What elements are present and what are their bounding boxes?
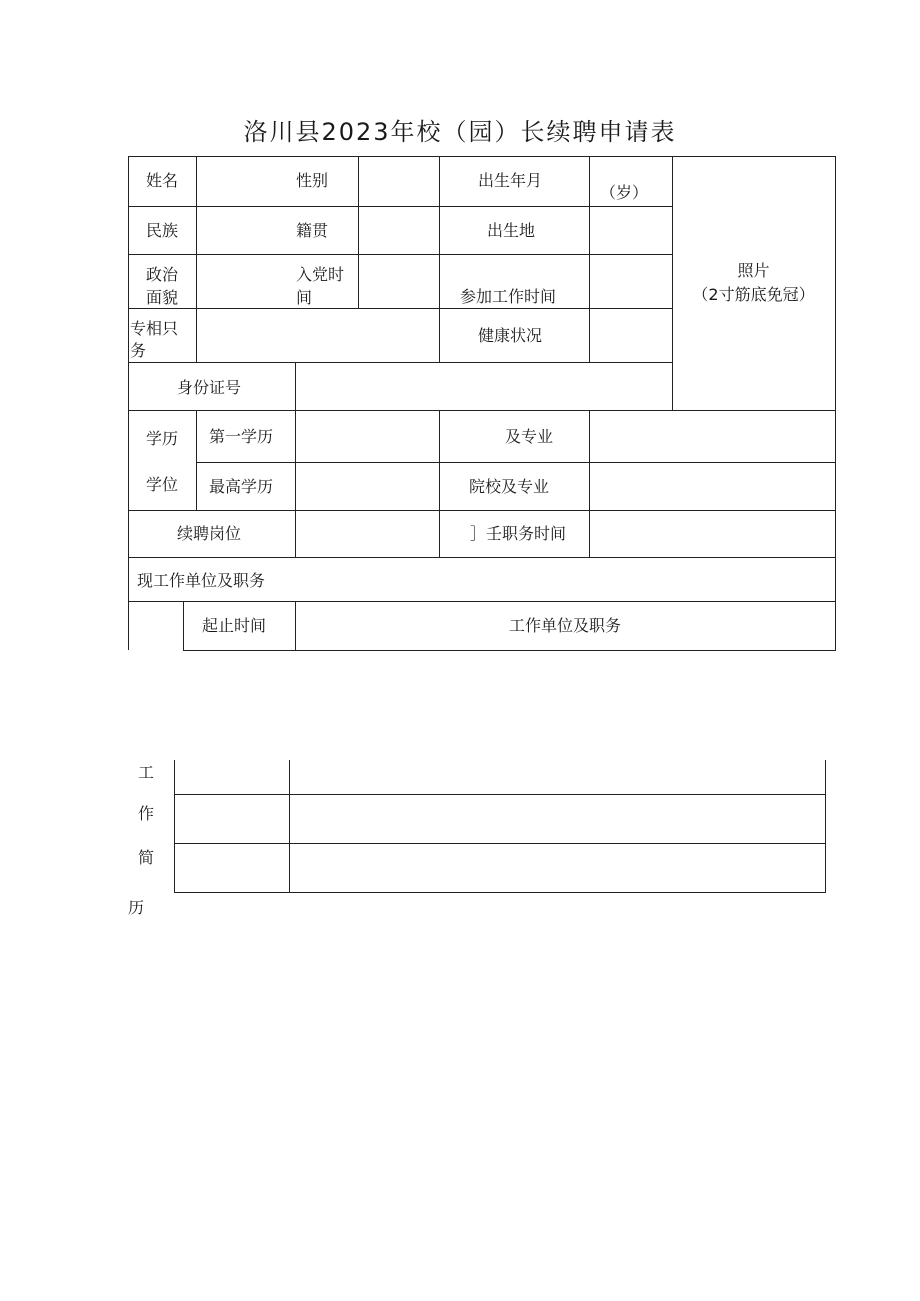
health-label: 健康状况 (478, 326, 543, 345)
party-join-label: 入党时 (296, 265, 345, 284)
political-label-2: 面貌 (146, 288, 179, 307)
name-label: 姓名 (146, 171, 179, 190)
resume-char-2: 作 (138, 804, 155, 823)
term-label: ］壬职务时间 (470, 524, 567, 543)
ethnicity-label: 民族 (146, 221, 179, 240)
birthplace-label: 出生地 (487, 221, 536, 240)
unit-duty-label: 工作单位及职务 (508, 616, 621, 635)
birth-label: 出生年月 (478, 171, 543, 190)
major-label: 及专业 (505, 427, 554, 446)
gender-label: 性别 (296, 171, 329, 190)
native-place-label: 籍贯 (296, 221, 329, 240)
photo-hint: （2寸筋底免冠） (692, 285, 815, 304)
period-label: 起止时间 (202, 616, 267, 635)
work-start-label: 参加工作时间 (460, 287, 557, 306)
id-number-label: 身份证号 (177, 378, 242, 397)
education-label: 学历 (146, 429, 179, 448)
political-label: 政治 (146, 265, 179, 284)
resume-char-1: 工 (138, 763, 155, 782)
degree-label: 学位 (146, 475, 179, 494)
resume-char-4: 历 (128, 898, 145, 917)
photo-label: 照片 (737, 261, 770, 280)
renew-post-label: 续聘岗位 (177, 524, 242, 543)
first-degree-label: 第一学历 (209, 427, 274, 446)
title-duty-label-2: 务 (130, 341, 147, 360)
highest-degree-label: 最高学历 (209, 477, 274, 496)
page-title: 洛川县2023年校（园）长续聘申请表 (243, 118, 677, 146)
party-join-label-2: 间 (296, 288, 313, 307)
title-duty-label: 专相只 (130, 319, 179, 338)
resume-char-3: 简 (138, 848, 155, 867)
age-hint: （岁） (600, 183, 649, 202)
school-major-label: 院校及专业 (469, 477, 550, 496)
current-unit-label: 现工作单位及职务 (137, 571, 266, 590)
